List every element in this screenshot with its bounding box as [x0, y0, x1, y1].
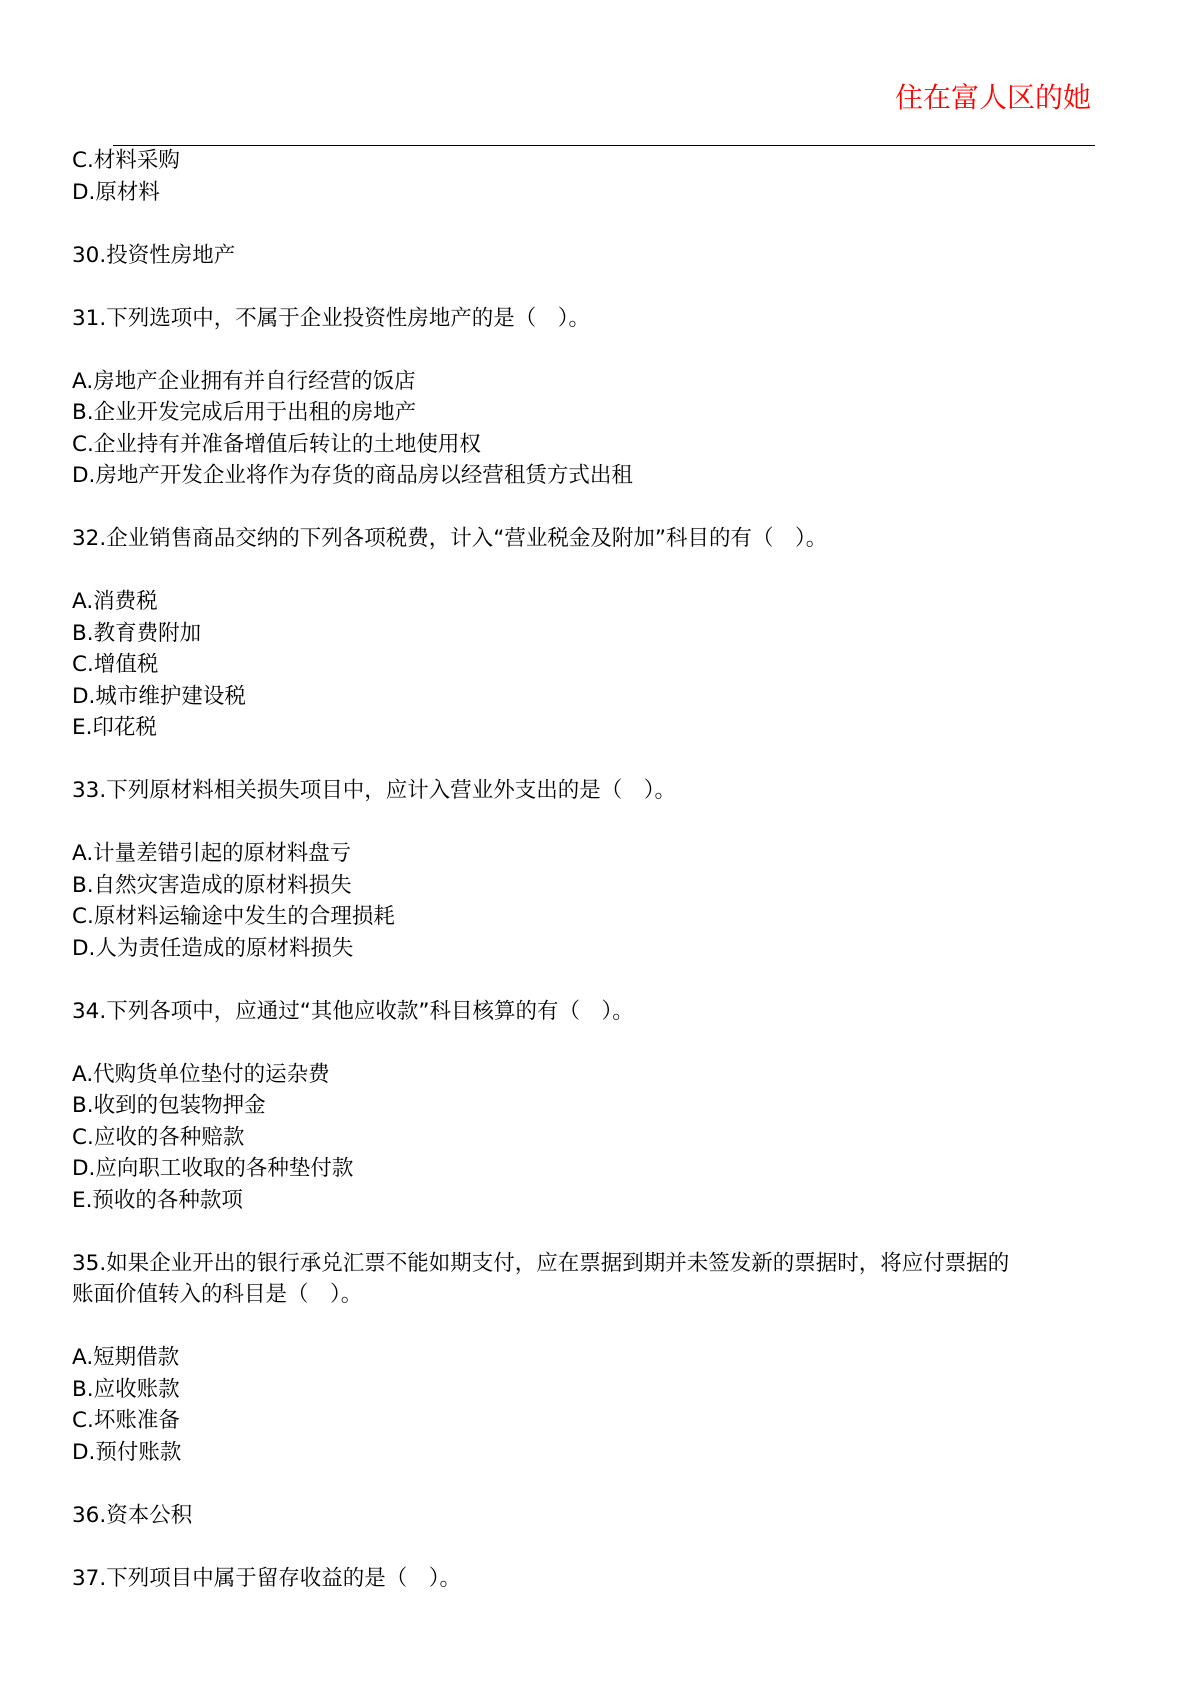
- question-33-option-a: A.计量差错引起的原材料盘亏: [72, 841, 352, 866]
- question-32: 32.企业销售商品交纳的下列各项税费，计入“营业税金及附加”科目的有（ ）。: [72, 526, 828, 551]
- question-31: 31.下列选项中，不属于企业投资性房地产的是（ ）。: [72, 305, 590, 331]
- question-31-option-d: D.房地产开发企业将作为存货的商品房以经营租赁方式出租: [72, 463, 633, 488]
- spacer: [72, 964, 1132, 996]
- question-34-option-c: C.应收的各种赔款: [72, 1124, 245, 1150]
- question-32-option-b: B.教育费附加: [72, 620, 202, 646]
- spacer: [72, 555, 1132, 587]
- question-30: 30.投资性房地产: [72, 242, 236, 268]
- question-35-line-1: 35.如果企业开出的银行承兑汇票不能如期支付，应在票据到期并未签发新的票据时，将应付票据的: [72, 1250, 1010, 1276]
- spacer: [72, 208, 1132, 240]
- spacer: [72, 744, 1132, 776]
- question-34-block: [72, 996, 1132, 1217]
- question-33-option-d: D.人为责任造成的原材料损失: [72, 935, 354, 961]
- question-34-option-d: D.应向职工收取的各种垫付款: [72, 1156, 354, 1181]
- question-32-option-d: D.城市维护建设税: [72, 683, 246, 709]
- question-31-option-c: C.企业持有并准备增值后转让的土地使用权: [72, 431, 481, 457]
- option-d-prev: D.原材料: [72, 179, 160, 205]
- spacer: [72, 1531, 1132, 1563]
- spacer: [72, 1027, 1132, 1059]
- question-31-block: [72, 303, 1132, 492]
- question-35-option-c: C.坏账准备: [72, 1408, 180, 1433]
- question-33-block: [72, 775, 1132, 964]
- question-34-option-b: B.收到的包装物押金: [72, 1093, 266, 1118]
- header-title: 住在富人区的她: [895, 81, 1092, 114]
- spacer: [72, 1468, 1132, 1500]
- spacer: [72, 807, 1132, 839]
- question-34-option-e: E.预收的各种款项: [72, 1187, 243, 1213]
- question-31-option-b: B.企业开发完成后用于出租的房地产: [72, 400, 417, 425]
- question-32-option-c: C.增值税: [72, 652, 159, 677]
- document-body: [72, 145, 1132, 1594]
- question-35-block: [72, 1248, 1132, 1469]
- question-32-option-e: E.印花税: [72, 715, 157, 740]
- question-35-option-a: A.短期借款: [72, 1345, 180, 1370]
- question-35-option-b: B.应收账款: [72, 1376, 180, 1402]
- question-35-option-d: D.预付账款: [72, 1439, 182, 1465]
- question-33-option-b: B.自然灾害造成的原材料损失: [72, 872, 352, 898]
- question-34-option-a: A.代购货单位垫付的运杂费: [72, 1061, 330, 1087]
- question-31-option-a: A.房地产企业拥有并自行经营的饭店: [72, 368, 416, 394]
- spacer: [72, 492, 1132, 524]
- question-33-option-c: C.原材料运输途中发生的合理损耗: [72, 904, 395, 929]
- spacer: [72, 271, 1132, 303]
- question-33: 33.下列原材料相关损失项目中，应计入营业外支出的是（ ）。: [72, 778, 676, 803]
- question-32-option-a: A.消费税: [72, 589, 158, 614]
- spacer: [72, 334, 1132, 366]
- question-32-block: [72, 523, 1132, 744]
- question-35-line-2: 账面价值转入的科目是（ ）。: [72, 1282, 363, 1307]
- question-34: 34.下列各项中，应通过“其他应收款”科目核算的有（ ）。: [72, 998, 634, 1024]
- spacer: [72, 1216, 1132, 1248]
- question-37: 37.下列项目中属于留存收益的是（ ）。: [72, 1565, 461, 1591]
- question-36: 36.资本公积: [72, 1502, 193, 1528]
- option-c-prev: C.材料采购: [72, 148, 180, 173]
- spacer: [72, 1311, 1132, 1343]
